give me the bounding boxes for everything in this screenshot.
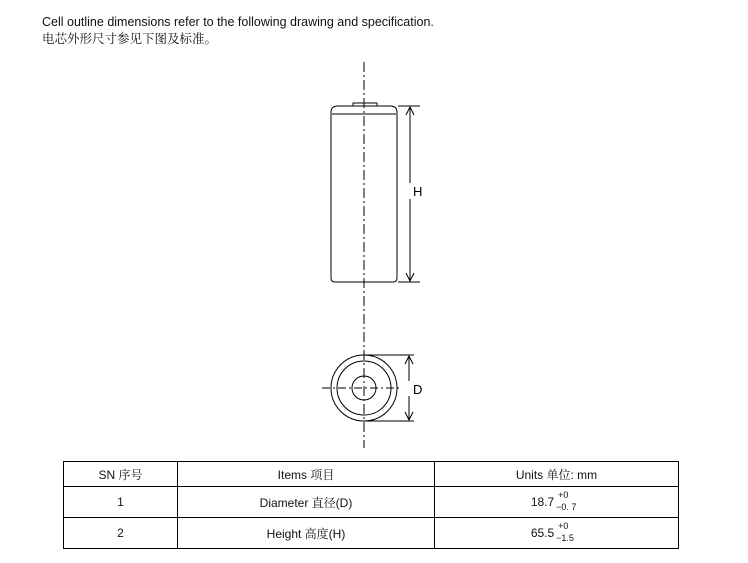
table-header-row (64, 462, 679, 487)
header-sn: SN 序号 (64, 462, 178, 487)
tolerance-upper: +0 (558, 490, 569, 500)
header-units: Units 单位: mm (435, 462, 679, 487)
table-row (64, 518, 679, 549)
tolerance-lower: −0. 7 (556, 502, 577, 512)
row-sn: 1 (64, 487, 178, 518)
nominal-value: 18.7 (530, 495, 555, 509)
tolerance (556, 489, 582, 515)
row-value (435, 518, 679, 549)
row-item: Height 高度(H) (178, 518, 435, 549)
tolerance-upper: +0 (558, 521, 569, 531)
row-sn: 2 (64, 518, 178, 549)
intro-line-chinese: 电芯外形尺寸参见下图及标准。 (42, 32, 218, 46)
row-value (435, 487, 679, 518)
diameter-label: D (413, 382, 423, 397)
tolerance-lower: −1.5 (556, 533, 574, 543)
height-label: H (413, 184, 423, 199)
nominal-value: 65.5 (530, 526, 555, 540)
table-row (64, 487, 679, 518)
intro-line-english: Cell outline dimensions refer to the following drawing and specification. (42, 15, 434, 29)
specification-table (63, 461, 679, 549)
row-item: Diameter 直径(D) (178, 487, 435, 518)
tolerance (556, 520, 582, 546)
header-items: Items 项目 (178, 462, 435, 487)
